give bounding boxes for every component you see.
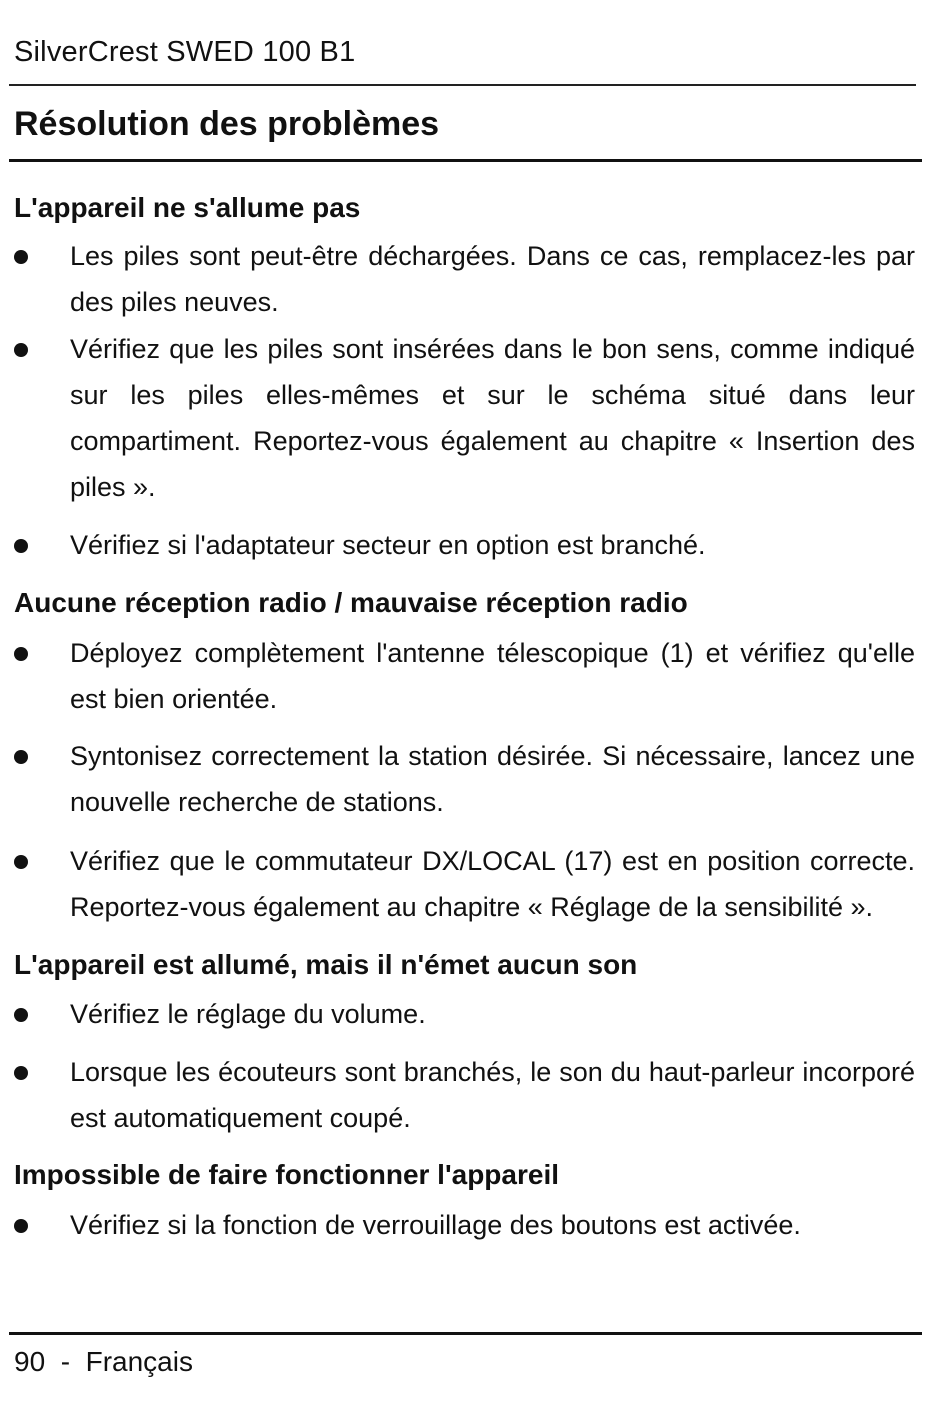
list-item-text: Vérifiez que les piles sont insérées dans le bon sens, comme indiqué sur les piles elles-mêmes et sur le schéma situé dans leur compartiment. Reportez-vous également au chapitre « Insertion des piles ». — [70, 334, 915, 502]
bullet-icon — [14, 1066, 28, 1080]
list-item-text: Syntonisez correctement la station désirée. Si nécessaire, lancez une nouvelle recherche de stations. — [70, 741, 915, 817]
section-heading-not-operable: Impossible de faire fonctionner l'appareil — [14, 1159, 560, 1190]
bullet-icon — [14, 647, 28, 661]
bullet-icon — [14, 539, 28, 553]
bullet-icon — [14, 1008, 28, 1022]
section-heading-no-reception: Aucune réception radio / mauvaise réception radio — [14, 587, 688, 618]
document-header-title: SilverCrest SWED 100 B1 — [14, 36, 356, 68]
list-item-text: Vérifiez que le commutateur DX/LOCAL (17) est en position correcte. Reportez-vous également au chapitre « Réglage de la sensibilité ». — [70, 846, 915, 922]
bullet-icon — [14, 250, 28, 264]
list-item-text: Déployez complètement l'antenne télescopique (1) et vérifiez qu'elle est bien orientée. — [70, 638, 915, 714]
list-item-text: Lorsque les écouteurs sont branchés, le son du haut-parleur incorporé est automatiquement coupé. — [70, 1057, 915, 1133]
list-item-text: Vérifiez si la fonction de verrouillage des boutons est activée. — [70, 1210, 801, 1240]
title-divider — [9, 159, 922, 162]
bullet-icon — [14, 750, 28, 764]
page-title: Résolution des problèmes — [14, 105, 440, 143]
list-item-text: Vérifiez le réglage du volume. — [70, 999, 426, 1029]
footer-divider — [9, 1332, 922, 1335]
bullet-icon — [14, 343, 28, 357]
section-heading-no-power: L'appareil ne s'allume pas — [14, 192, 361, 223]
section-heading-no-sound: L'appareil est allumé, mais il n'émet aucun son — [14, 949, 638, 980]
list-item-text: Les piles sont peut-être déchargées. Dans ce cas, remplacez-les par des piles neuves. — [70, 241, 915, 317]
bullet-icon — [14, 1219, 28, 1233]
bullet-icon — [14, 855, 28, 869]
header-divider — [9, 84, 916, 86]
list-item-text: Vérifiez si l'adaptateur secteur en option est branché. — [70, 530, 706, 560]
page-number: 90 - Français — [14, 1346, 193, 1377]
